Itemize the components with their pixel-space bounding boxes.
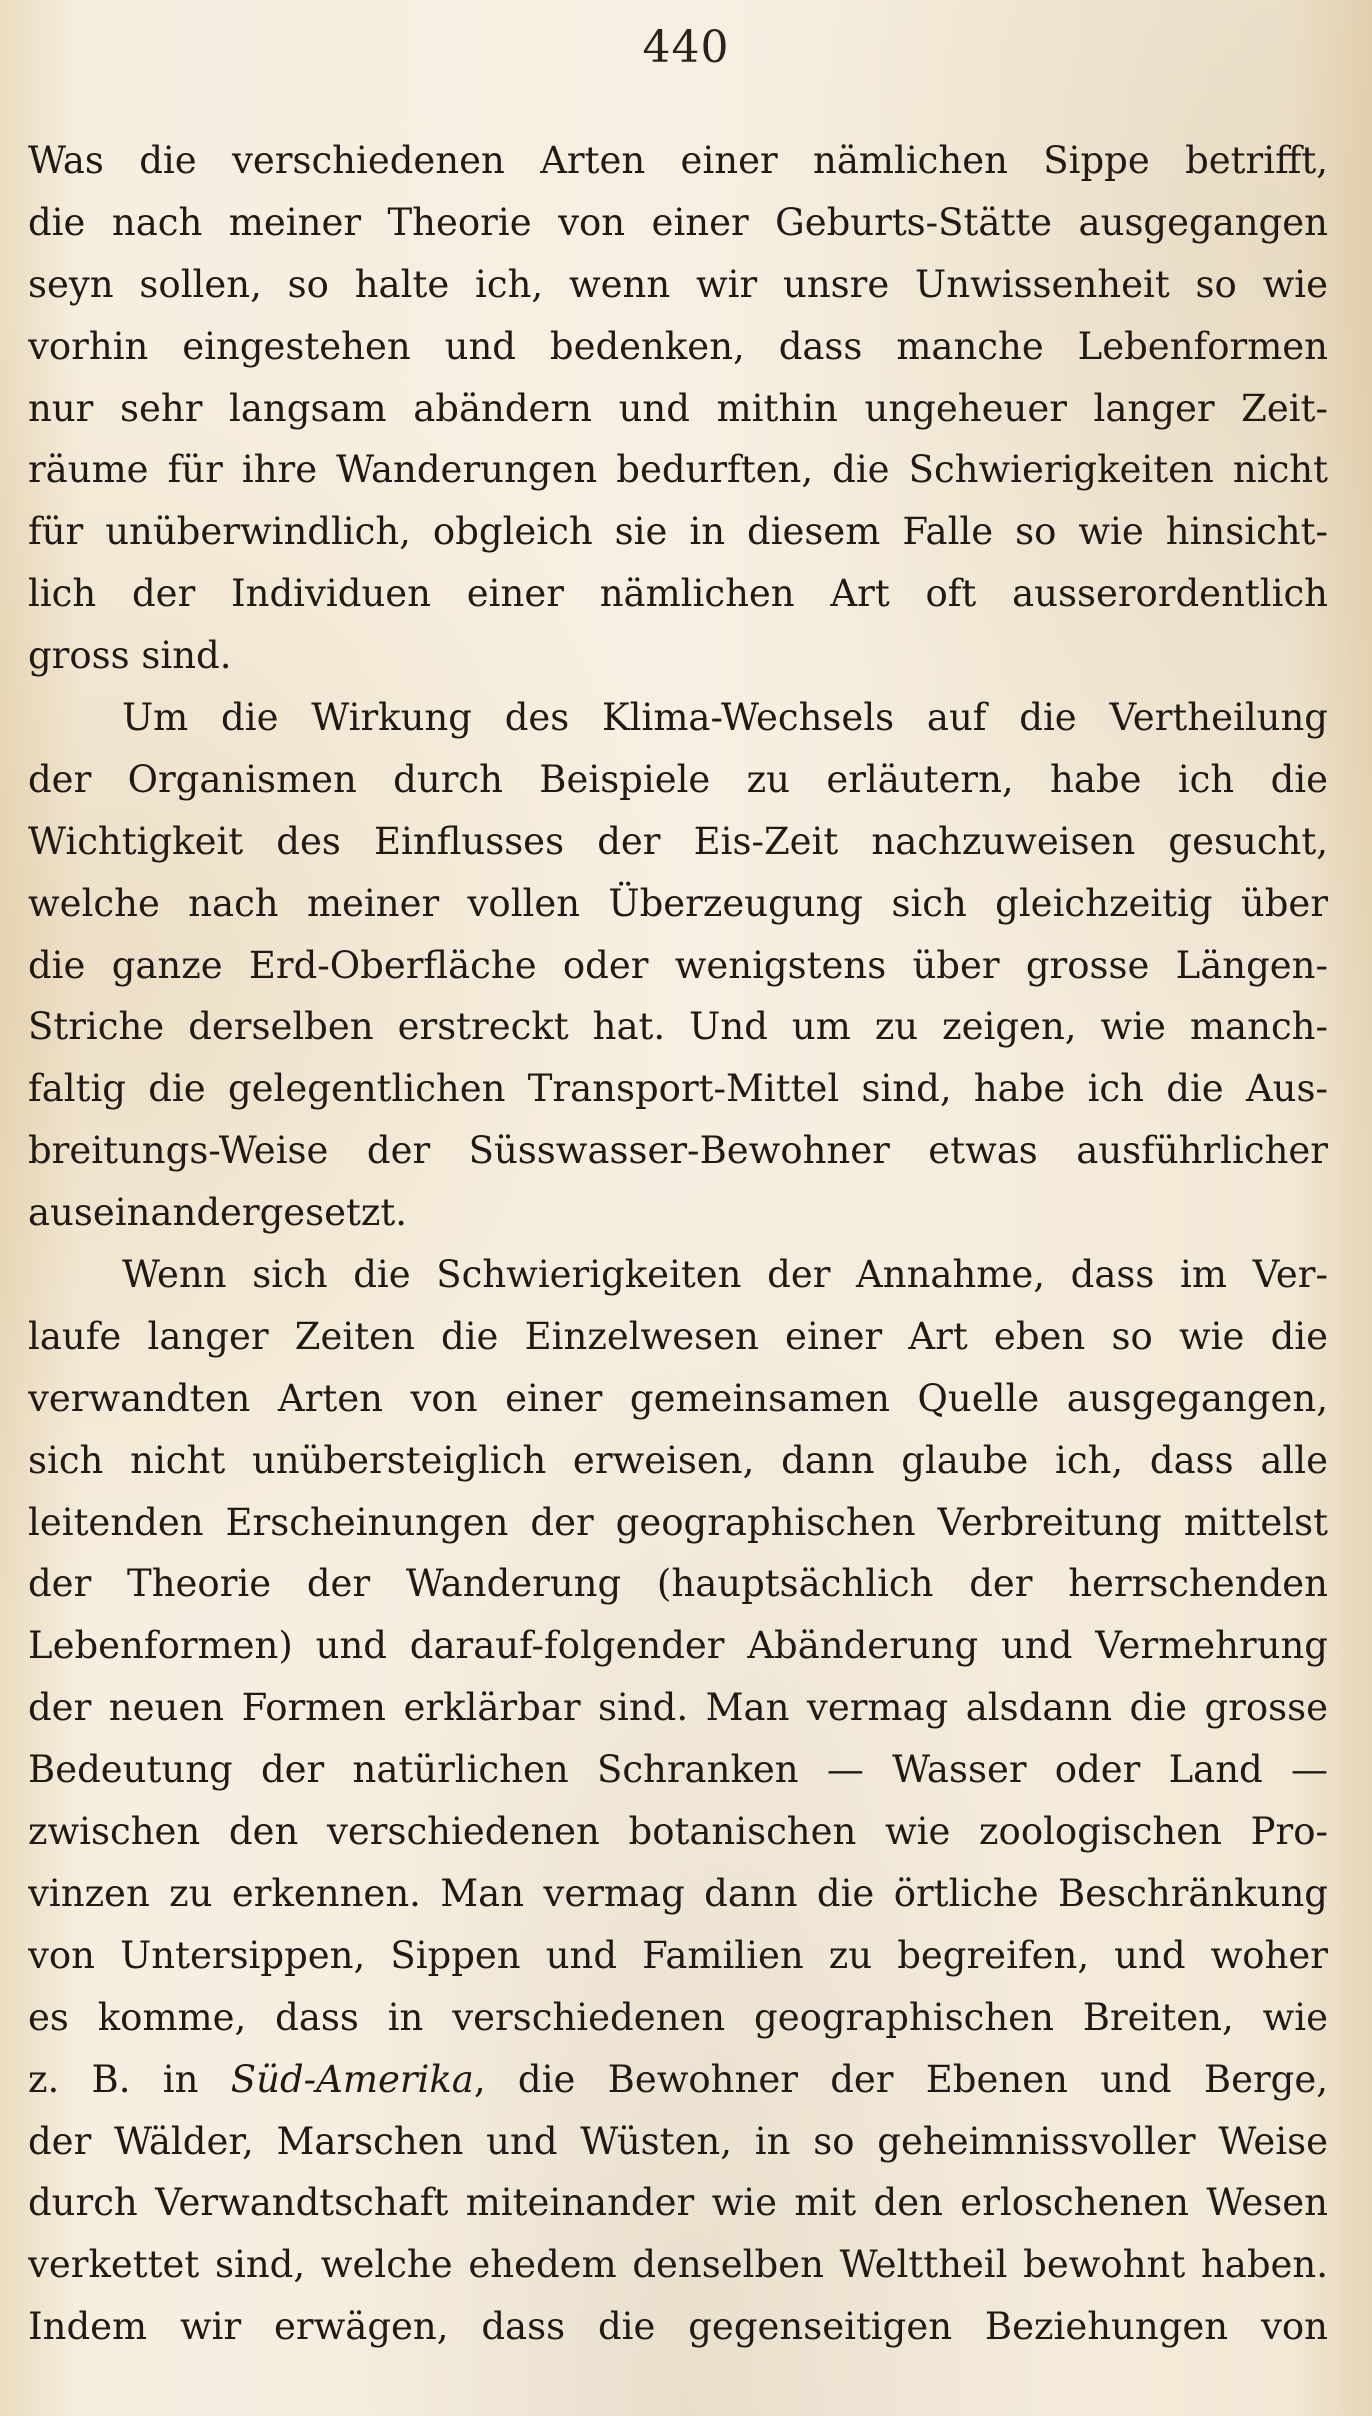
- text-line: verkettet sind, welche ehedem denselben Welttheil bewohnt haben.: [28, 2243, 1328, 2287]
- paragraph-first-line: Wenn sich die Schwierigkeiten der Annahme, dass im Ver-: [122, 1253, 1328, 1297]
- text-line: der Organismen durch Beispiele zu erläutern, habe ich die: [28, 757, 1328, 801]
- paragraph-first-line: Um die Wirkung des Klima-Wechsels auf die Vertheilung: [122, 696, 1328, 740]
- text-line: räume für ihre Wanderungen bedurften, die Schwierigkeiten nicht: [28, 448, 1328, 492]
- text-line: breitungs-Weise der Süsswasser-Bewohner etwas ausführlicher: [28, 1129, 1328, 1173]
- italic-place-name: Süd-Amerika: [230, 2057, 474, 2101]
- text-line: zwischen den verschiedenen botanischen wie zoologischen Pro-: [28, 1810, 1328, 1854]
- text-line: gross sind.: [28, 634, 232, 678]
- body-text: [28, 130, 1328, 2358]
- text-line: Was die verschiedenen Arten einer nämlichen Sippe betrifft,: [28, 139, 1328, 182]
- text-line: der Wälder, Marschen und Wüsten, in so geheimnissvoller Weise: [28, 2119, 1328, 2163]
- page-number: 440: [642, 22, 730, 73]
- text-line: verwandten Arten von einer gemeinsamen Quelle ausgegangen,: [28, 1376, 1328, 1420]
- text-line: leitenden Erscheinungen der geographischen Verbreitung mittelst: [28, 1500, 1328, 1544]
- text-line-with-italic: [28, 2049, 1328, 2111]
- text-line: Bedeutung der natürlichen Schranken — Wasser oder Land —: [28, 1748, 1328, 1792]
- text-line: der Theorie der Wanderung (hauptsächlich der herrschenden: [28, 1562, 1328, 1606]
- text-line: für unüberwindlich, obgleich sie in diesem Falle so wie hinsicht-: [28, 510, 1328, 554]
- text-line: seyn sollen, so halte ich, wenn wir unsre Unwissenheit so wie: [28, 262, 1328, 306]
- text-line: Wichtigkeit des Einflusses der Eis-Zeit nachzuweisen gesucht,: [28, 819, 1328, 863]
- text-line: sich nicht unübersteiglich erweisen, dann glaube ich, dass alle: [28, 1438, 1328, 1482]
- text-line: faltig die gelegentlichen Transport-Mittel sind, habe ich die Aus-: [28, 1067, 1328, 1111]
- text-fragment: z. B. in: [28, 2057, 231, 2101]
- text-line: durch Verwandtschaft miteinander wie mit den erloschenen Wesen: [28, 2181, 1328, 2225]
- text-line: Lebenformen) und darauf-folgender Abänderung und Vermehrung: [28, 1624, 1328, 1668]
- text-line: laufe langer Zeiten die Einzelwesen einer Art eben so wie die: [28, 1314, 1328, 1358]
- text-line: es komme, dass in verschiedenen geographischen Breiten, wie: [28, 1995, 1328, 2039]
- text-line: auseinandergesetzt.: [28, 1191, 408, 1235]
- text-line: Indem wir erwägen, dass die gegenseitigen Beziehungen von: [28, 2305, 1328, 2349]
- text-line: vorhin eingestehen und bedenken, dass manche Lebenformen: [28, 324, 1328, 368]
- text-line: der neuen Formen erklärbar sind. Man vermag alsdann die grosse: [28, 1686, 1328, 1730]
- text-line: nur sehr langsam abändern und mithin ungeheuer langer Zeit-: [28, 386, 1328, 430]
- text-line: lich der Individuen einer nämlichen Art oft ausserordentlich: [28, 572, 1328, 616]
- text-fragment: , die Bewohner der Ebenen und Berge,: [473, 2057, 1328, 2101]
- text-line: Striche derselben erstreckt hat. Und um zu zeigen, wie manch-: [28, 1005, 1328, 1049]
- text-line: die nach meiner Theorie von einer Geburts-Stätte ausgegangen: [28, 200, 1328, 244]
- text-line: welche nach meiner vollen Überzeugung sich gleichzeitig über: [28, 881, 1328, 925]
- text-line: die ganze Erd-Oberfläche oder wenigstens über grosse Längen-: [28, 943, 1328, 987]
- text-line: von Untersippen, Sippen und Familien zu begreifen, und woher: [28, 1933, 1328, 1977]
- text-line: vinzen zu erkennen. Man vermag dann die örtliche Beschränkung: [28, 1871, 1328, 1915]
